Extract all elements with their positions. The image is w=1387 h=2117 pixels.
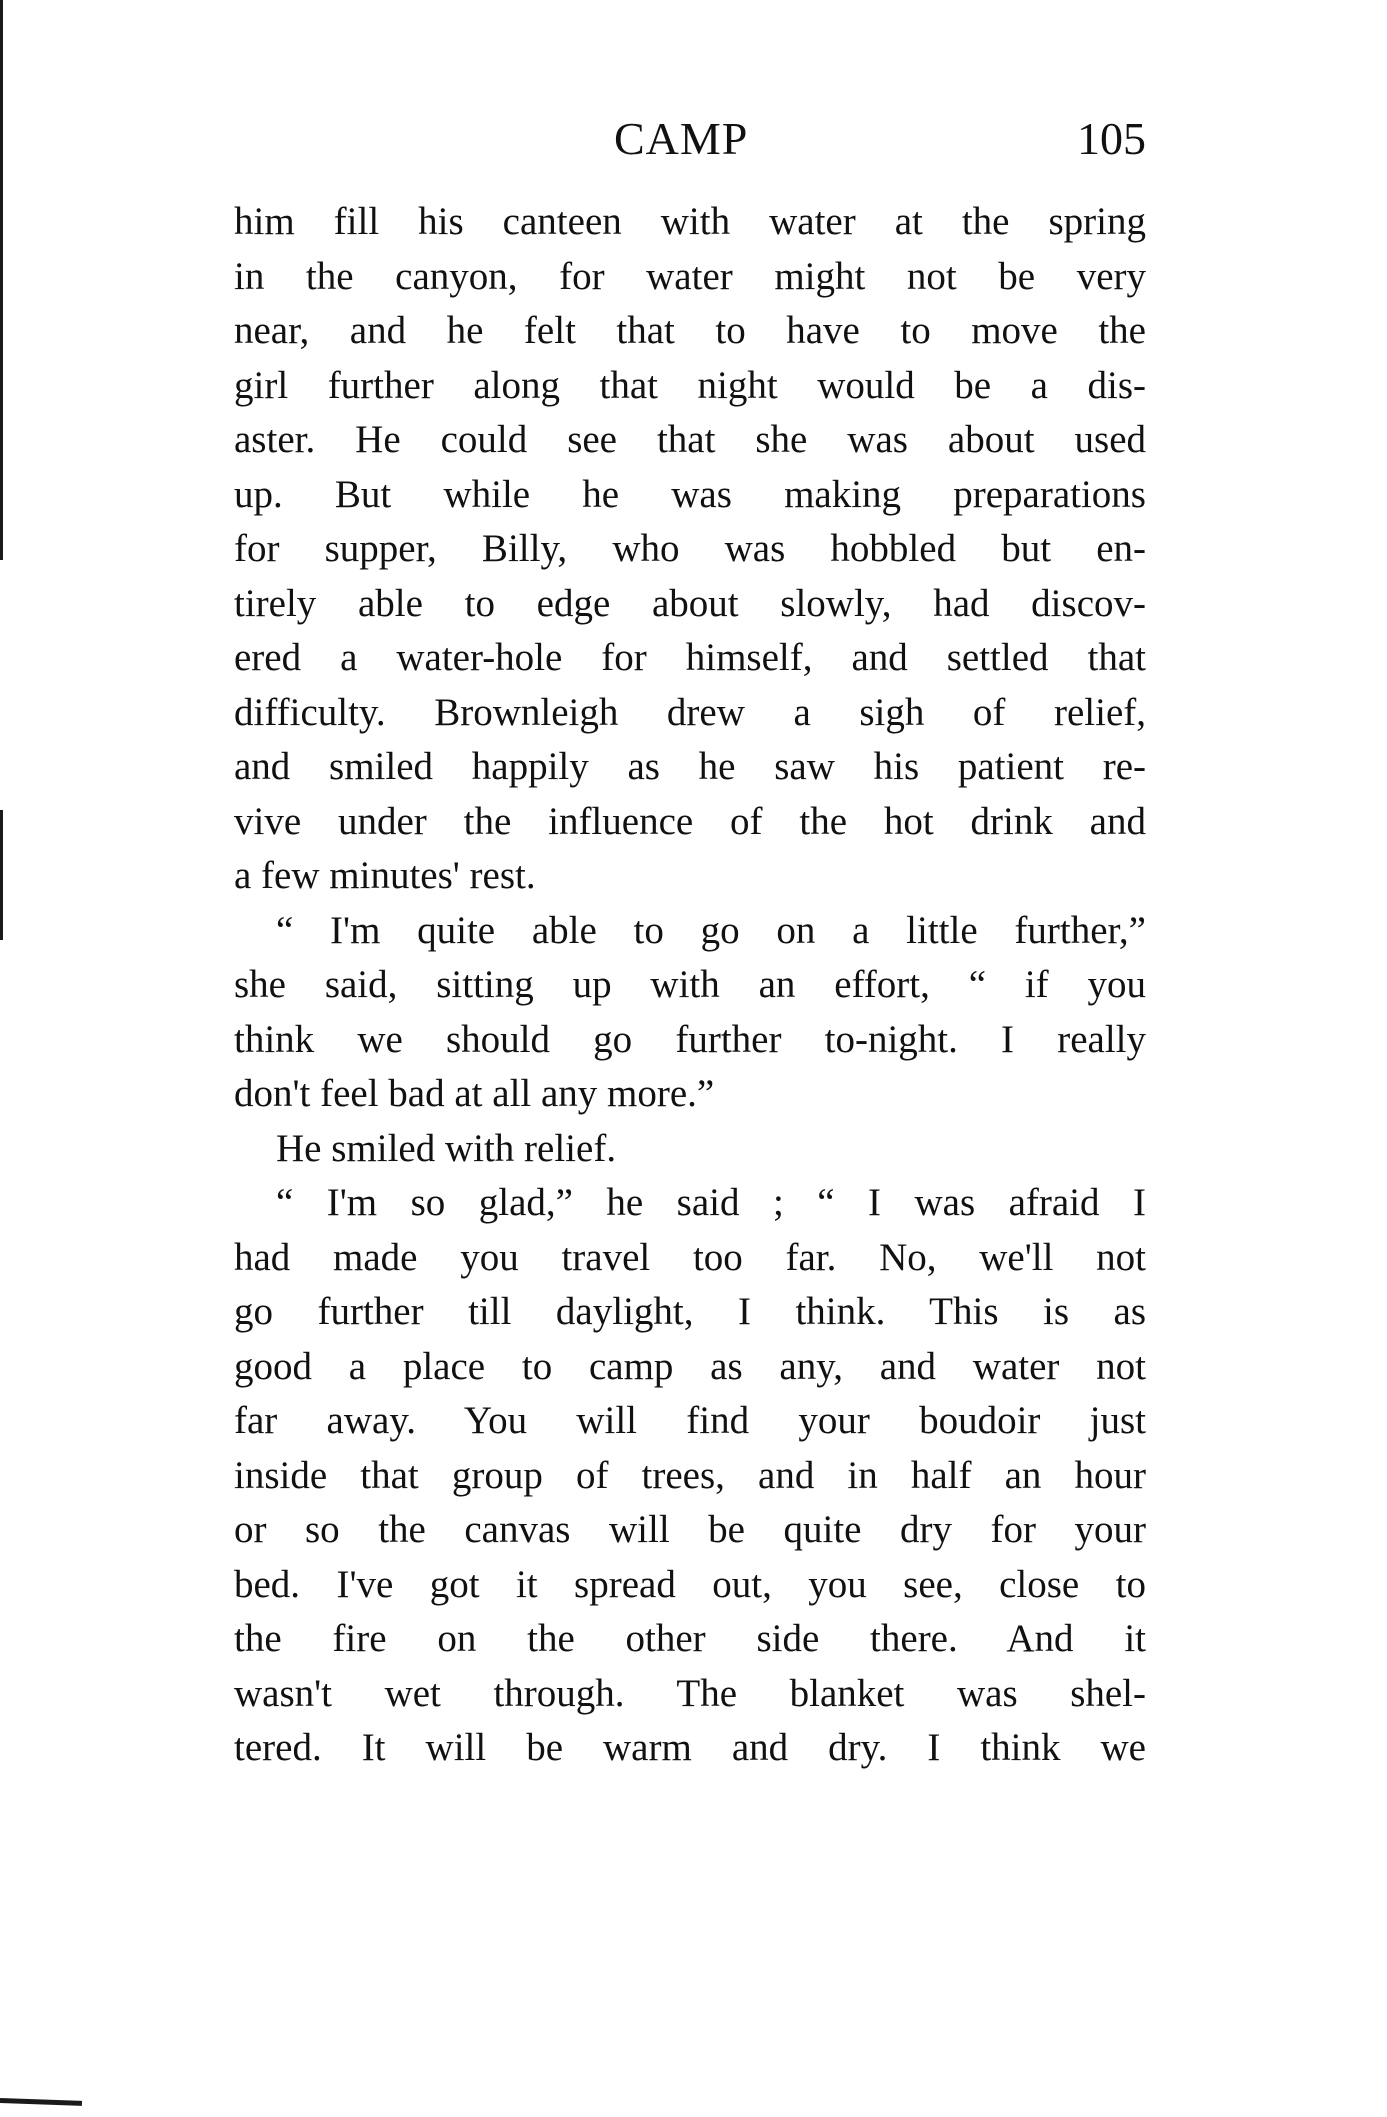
text-line: in the canyon, for water might not be very — [234, 254, 1146, 298]
text-line: aster. He could see that she was about used — [234, 418, 1146, 461]
text-line: ered a water-hole for himself, and settled that — [234, 636, 1146, 679]
running-head — [234, 112, 1146, 172]
scan-edge-mark — [0, 810, 3, 940]
text-line: vive under the influence of the hot drink and — [234, 799, 1146, 843]
text-line: tered. It will be warm and dry. I think we — [234, 1726, 1146, 1769]
text-line: had made you travel too far. No, we'll not — [234, 1235, 1146, 1279]
text-line: inside that group of trees, and in half an hour — [234, 1453, 1146, 1497]
text-line: him fill his canteen with water at the spring — [234, 200, 1146, 243]
text-line: bed. I've got it spread out, you see, close to — [234, 1562, 1146, 1606]
text-line: up. But while he was making preparations — [234, 472, 1146, 516]
text-line: a few minutes' rest. — [234, 854, 536, 897]
text-line: wasn't wet through. The blanket was shel- — [234, 1671, 1146, 1715]
text-line: girl further along that night would be a dis- — [234, 363, 1146, 407]
text-line: don't feel bad at all any more.” — [234, 1072, 715, 1115]
text-line: or so the canvas will be quite dry for your — [234, 1508, 1146, 1551]
text-line: the fire on the other side there. And it — [234, 1617, 1146, 1660]
text-line: He smiled with relief. — [276, 1126, 617, 1170]
text-line: “ I'm so glad,” he said ; “ I was afraid I — [276, 1181, 1146, 1224]
running-title: CAMP — [614, 113, 749, 164]
text-line: good a place to camp as any, and water not — [234, 1344, 1146, 1388]
scan-edge-mark — [0, 0, 3, 560]
text-line: think we should go further to-night. I really — [234, 1017, 1146, 1061]
text-line: go further till daylight, I think. This is as — [234, 1290, 1146, 1333]
text-line: far away. You will find your boudoir just — [234, 1399, 1146, 1442]
text-line: for supper, Billy, who was hobbled but en- — [234, 527, 1146, 570]
body-text — [234, 195, 1146, 1776]
text-line: difficulty. Brownleigh drew a sigh of relief, — [234, 690, 1146, 734]
text-line: “ I'm quite able to go on a little further,” — [276, 908, 1146, 952]
scan-edge-mark — [0, 2098, 82, 2106]
text-line: near, and he felt that to have to move the — [234, 309, 1146, 352]
text-line: she said, sitting up with an effort, “ if you — [234, 963, 1146, 1006]
page-number: 105 — [1077, 113, 1146, 164]
text-line: and smiled happily as he saw his patient re- — [234, 745, 1146, 788]
text-line: tirely able to edge about slowly, had discov- — [234, 581, 1146, 625]
